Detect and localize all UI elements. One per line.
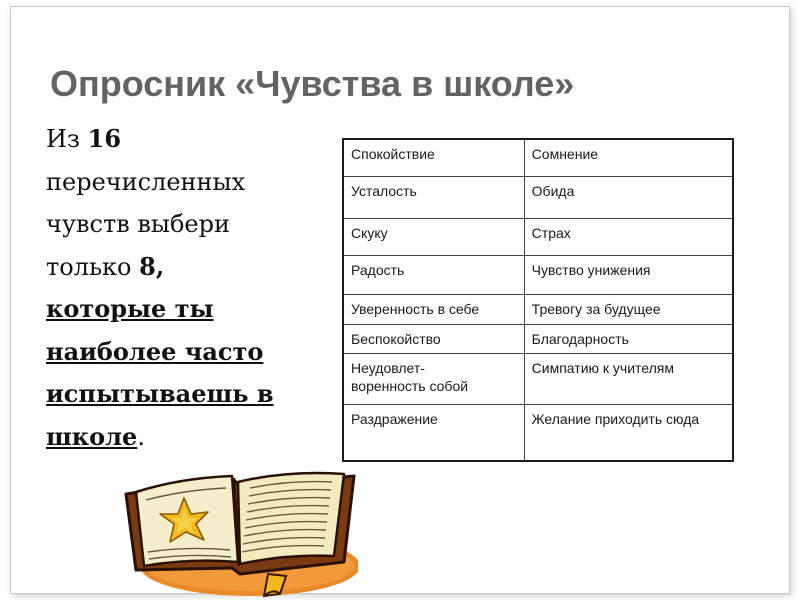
table-row bbox=[343, 219, 733, 256]
slide-title: Опросник «Чувства в школе» bbox=[50, 63, 575, 104]
instruction-line-8 bbox=[46, 416, 336, 459]
table-cell: Беспокойство bbox=[343, 325, 524, 354]
table-cell: Спокойствие bbox=[343, 139, 524, 177]
table-cell: Радость bbox=[343, 256, 524, 295]
table-cell: Страх bbox=[524, 219, 733, 256]
table-cell: Уверенность в себе bbox=[343, 295, 524, 325]
feelings-table-body bbox=[343, 139, 733, 461]
table-row bbox=[343, 139, 733, 177]
instruction-line-5: которые ты bbox=[46, 294, 214, 323]
table-cell: Желание приходить сюда bbox=[524, 405, 733, 462]
table-row bbox=[343, 256, 733, 295]
table-cell: Скуку bbox=[343, 219, 524, 256]
instruction-select-count: 8, bbox=[139, 251, 165, 281]
table-cell: Сомнение bbox=[524, 139, 733, 177]
instruction-period: . bbox=[137, 422, 145, 451]
table-cell: Благодарность bbox=[524, 325, 733, 354]
table-cell: Симпатию к учителям bbox=[524, 354, 733, 405]
instruction-only: только bbox=[46, 252, 140, 281]
table-row bbox=[343, 325, 733, 354]
table-cell: Чувство унижения bbox=[524, 256, 733, 295]
table-cell bbox=[343, 354, 524, 405]
instruction-text bbox=[46, 118, 336, 458]
instruction-from: Из bbox=[46, 125, 88, 153]
instruction-line-3: чувств выбери bbox=[46, 210, 230, 238]
instruction-total-count: 16 bbox=[87, 124, 122, 153]
table-cell: Тревогу за будущее bbox=[524, 295, 733, 325]
table-cell: Усталость bbox=[343, 177, 524, 219]
feelings-table bbox=[342, 138, 734, 462]
table-row bbox=[343, 354, 733, 405]
table-cell: Раздражение bbox=[343, 405, 524, 462]
instruction-line-7: испытываешь в bbox=[46, 379, 274, 408]
instruction-line-6: наиболее часто bbox=[46, 336, 264, 366]
instruction-line-1 bbox=[46, 118, 336, 161]
table-row bbox=[343, 295, 733, 325]
table-row bbox=[343, 177, 733, 219]
table-row bbox=[343, 405, 733, 462]
instruction-line-2: перечисленных bbox=[46, 167, 246, 196]
table-cell: Обида bbox=[524, 177, 733, 219]
instruction-line-4 bbox=[46, 246, 336, 289]
instruction-school: школе bbox=[46, 421, 138, 451]
cell-text-line: Неудовлет- воренность собой bbox=[351, 360, 469, 394]
open-book-with-star-icon bbox=[118, 462, 358, 598]
